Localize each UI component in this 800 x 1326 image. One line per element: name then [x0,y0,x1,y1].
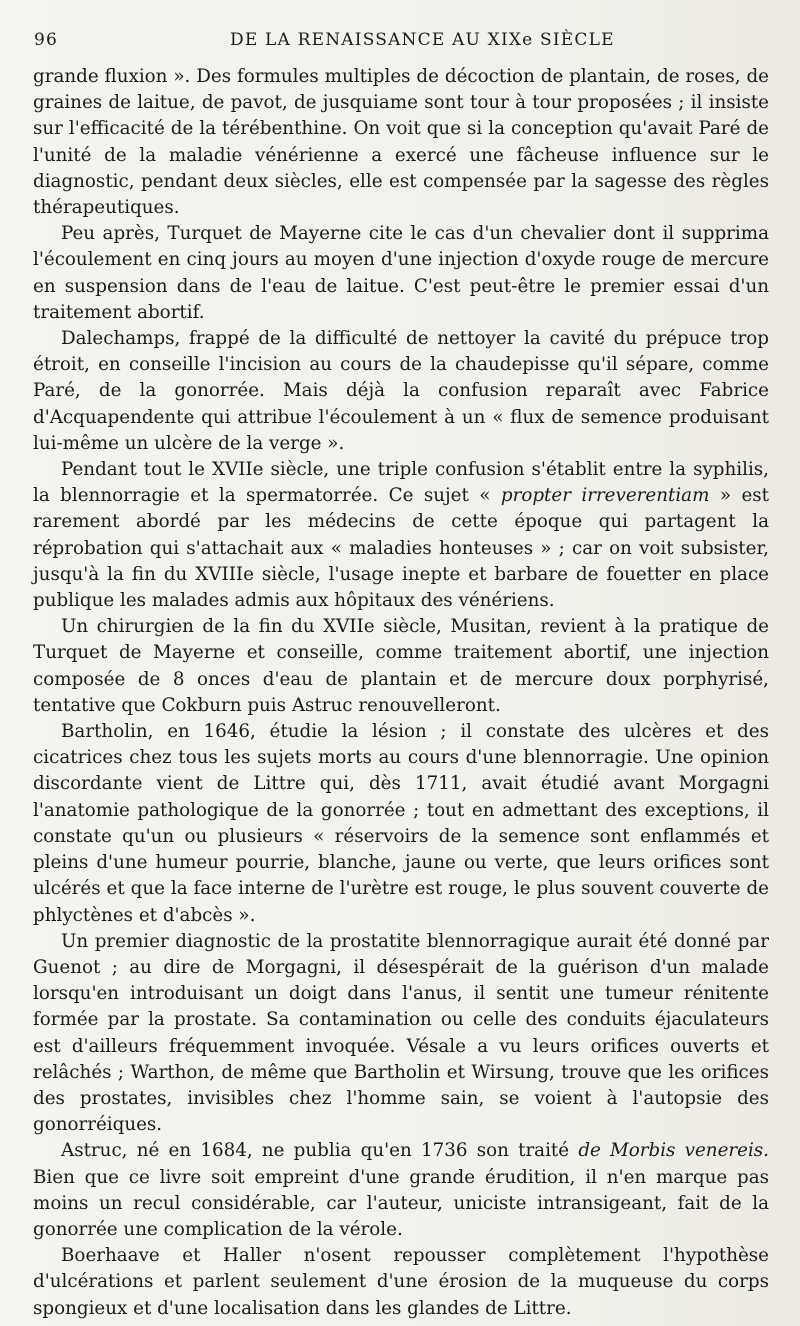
paragraph: Dalechamps, frappé de la difficulté de nettoyer la cavité du prépuce trop étroit, en conseille l'incision au cours de la chaudepisse qu'il sépare, comme Paré, de la gonorrée. Mais déjà la confusion reparaît avec Fabrice d'Acquapendente qui attribue l'écoulement à un « flux de semence produisant lui-même un ulcère de la verge ». [33,328,769,454]
paragraph: Un chirurgien de la fin du XVIIe siècle, Musitan, revient à la pratique de Turquet de Mayerne et conseille, comme traitement abortif, une injection composée de 8 onces d'eau de plantain et de mercure doux porphyrisé, tentative que Cokburn puis Astruc renouvelleront. [33,616,769,716]
paragraph-text: » est rarement abordé par les médecins de cette époque qui partagent la réprobation qui s'attachait aux « maladies honteuses » ; car on voit subsister, jusqu'à la fin du XVIIIe siècle, l'usage inepte et barbare de fouetter en place publique les malades admis aux hôpitaux des vénériens. [33,485,769,612]
paragraph [33,457,769,614]
paragraph: Boerhaave et Haller n'osent repousser complètement l'hypothèse d'ulcérations et parlent seulement d'une érosion de la muqueuse du corps spongieux et d'une localisation dans les glandes de Littre. [33,1245,769,1319]
paragraph: Un premier diagnostic de la prostatite blennorragique aurait été donné par Guenot ; au dire de Morgagni, il désespérait de la guérison d'un malade lorsqu'en introduisant un doigt dans l'anus, il sentit une tumeur rénitente formée par la prostate. Sa contamination ou celle des conduits éjaculateurs est d'ailleurs fréquemment invoquée. Vésale a vu leurs orifices ouverts et relâchés ; Warthon, de même que Bartholin et Wirsung, trouve que les orifices des prostates, invisibles chez l'homme sain, se voient à l'autopsie des gonorréiques. [33,930,769,1136]
paragraph: Bartholin, en 1646, étudie la lésion ; il constate des ulcères et des cicatrices chez tous les sujets morts au cours d'une blennorragie. Une opinion discordante vient de Littre qui, dès 1711, avait étudié avant Morgagni l'anatomie pathologique de la gonorrée ; tout en admettant des exceptions, il constate qu'un ou plusieurs « réservoirs de la semence sont enflammés et pleins d'une humeur pourrie, blanche, jaune ou verte, que leurs orifices sont ulcérés et que la face interne de l'urètre est rouge, le plus souvent couverte de phlyctènes et d'abcès ». [33,721,769,926]
paragraph-text: Pendant tout le XVIIe siècle, une triple confusion s'établit entre la syphilis, la blennorragie et la spermatorrée. Ce sujet « [33,459,769,507]
running-title: DE LA RENAISSANCE AU XIXe SIÈCLE [230,30,615,50]
paragraph-text: Astruc, né en 1684, ne publia qu'en 1736 son traité [61,1140,579,1162]
italic-phrase: propter irreverentiam [500,485,710,507]
paragraph: Peu après, Turquet de Mayerne cite le cas d'un chevalier dont il supprima l'écoulement en cinq jours au moyen d'une injection d'oxyde rouge de mercure en suspension dans de l'eau de laitue. C'est peut-être le premier essai d'un traitement abortif. [33,223,769,323]
page-header [34,30,760,56]
page-body [33,64,769,1322]
paragraph: grande fluxion ». Des formules multiples de décoction de plantain, de roses, de graines de laitue, de pavot, de jusquiame sont tour à tour proposées ; il insiste sur l'efficacité de la térébenthine. On voit que si la conception qu'avait Paré de l'unité de la maladie vénérienne a exercé une fâcheuse influence sur le diagnostic, pendant deux siècles, elle est compensée par la sagesse des règles thérapeutiques. [33,66,769,219]
italic-title: de Morbis venereis. [578,1140,769,1162]
page-number: 96 [34,30,59,50]
paragraph [33,1138,769,1243]
paragraph-text: Bien que ce livre soit empreint d'une grande érudition, il n'en marque pas moins un recul considérable, car l'auteur, uniciste intransigeant, fait de la gonorrée une complication de la vérole. [33,1166,769,1240]
